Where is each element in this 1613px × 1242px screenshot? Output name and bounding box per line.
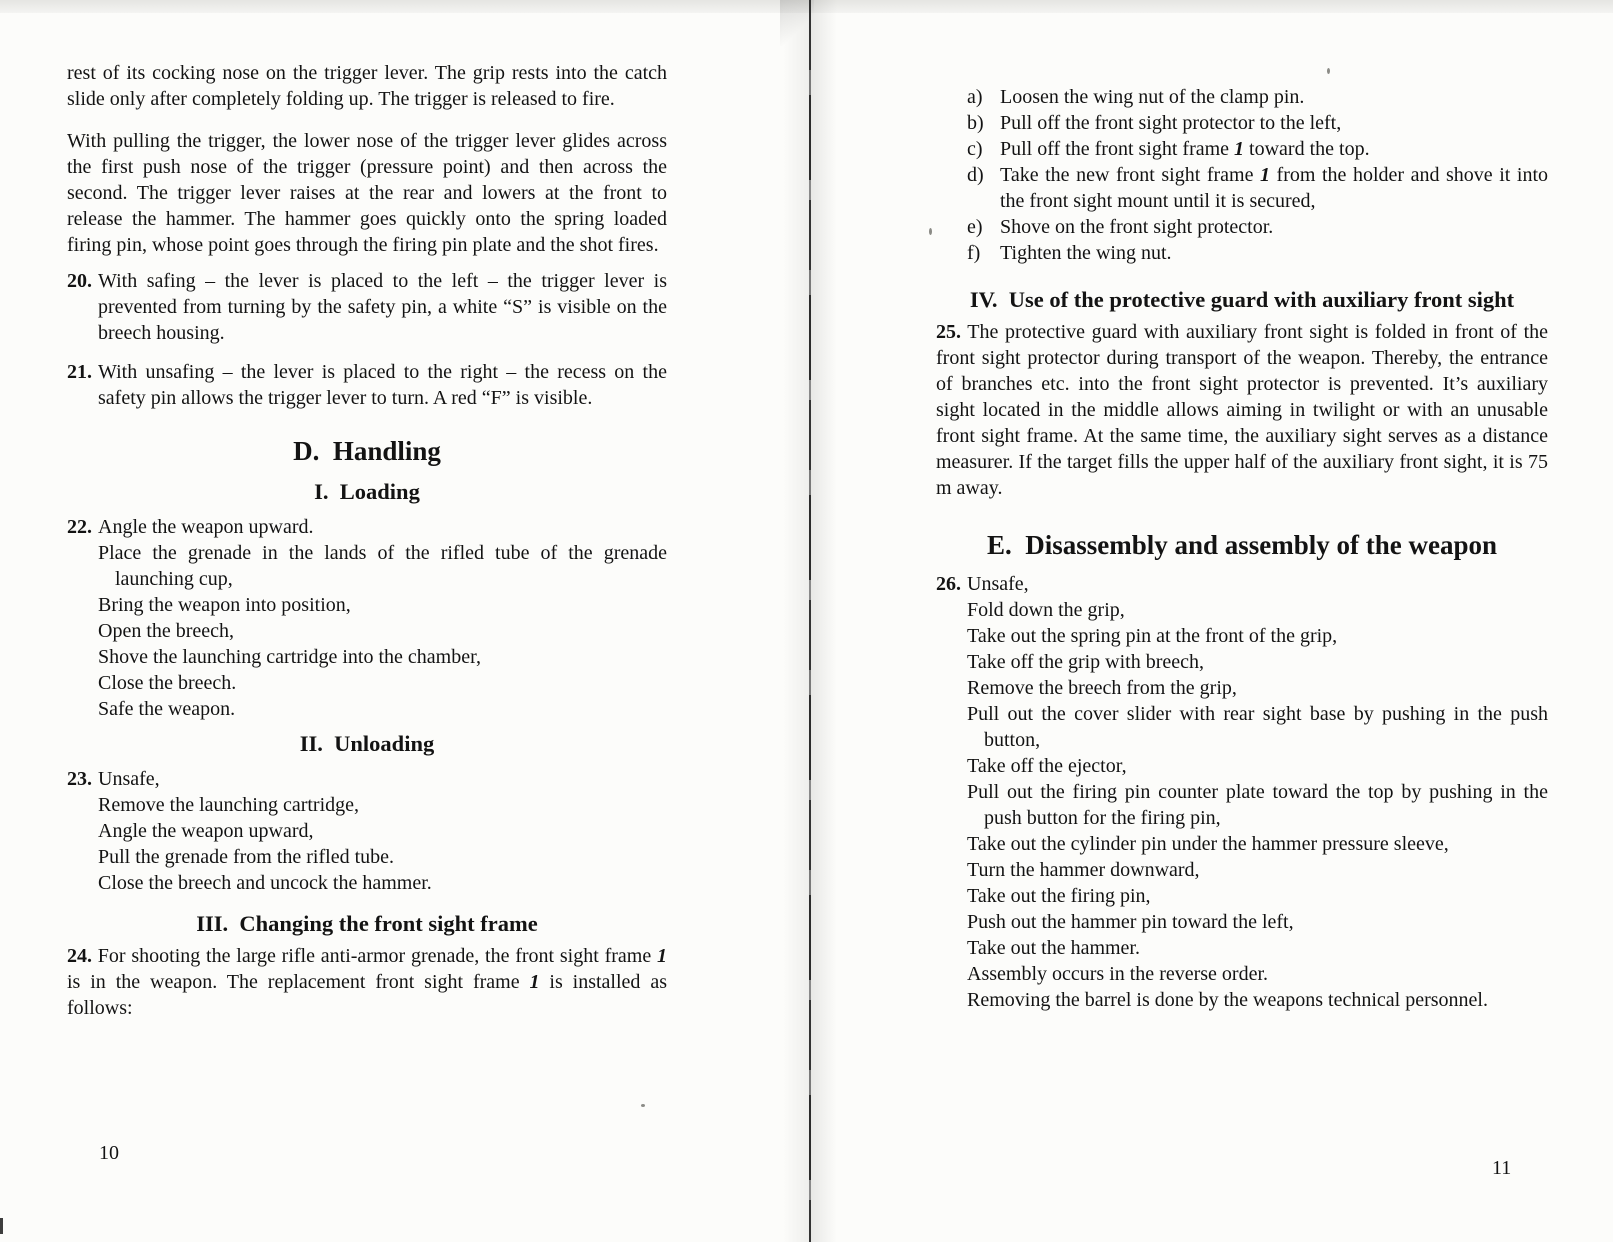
scan-edge-mark (0, 1218, 3, 1234)
item-20-text: With safing – the lever is placed to the left – the trigger lever is prevented from turning by the safety pin, a white “S” is visible on the breech housing. (98, 270, 667, 344)
frame-1-reference: 1 (529, 971, 540, 993)
list-item-b (967, 110, 1548, 136)
item-21-text: With unsafing – the lever is placed to the right – the recess on the safety pin allows the trigger lever to turn. A red “F” is visible. (98, 361, 667, 409)
item-22-line: Bring the weapon into position, (98, 594, 351, 616)
front-sight-steps-list (936, 84, 1548, 266)
item-23-line: Unsafe, (98, 768, 160, 790)
item-22-line: Open the breech, (98, 620, 235, 642)
page-left (67, 0, 667, 1021)
page-number-left: 10 (99, 1142, 119, 1164)
item-23-line: Close the breech and uncock the hammer. (98, 872, 432, 894)
item-26-line: Take out the spring pin at the front of the grip, (967, 625, 1338, 647)
heading-e-disassembly: E. Disassembly and assembly of the weapon (986, 530, 1498, 560)
list-text: Loosen the wing nut of the clamp pin. (1000, 86, 1305, 108)
heading-d-handling: D. Handling (293, 436, 441, 466)
item-24-number: 24. (67, 945, 92, 967)
gutter-shadow-right (811, 0, 837, 1242)
item-26-line: Assembly occurs in the reverse order. (967, 963, 1269, 985)
frame-1-reference: 1 (1234, 138, 1245, 160)
heading-i-loading: I. Loading (314, 479, 420, 504)
item-22 (67, 514, 667, 722)
gutter-shadow-left (783, 0, 809, 1242)
item-26-line: Pull out the cover slider with rear sight base by pushing in the push button, (967, 703, 1548, 751)
item-23-line: Remove the launching cartridge, (98, 794, 360, 816)
list-letter: d) (967, 164, 984, 186)
item-21-number: 21. (67, 361, 92, 383)
item-21 (67, 359, 667, 411)
item-26 (936, 571, 1548, 1013)
heading-iv-protective-guard: IV. Use of the protective guard with auxiliary front sight (969, 287, 1515, 312)
heading-iii-changing-front-sight-frame: III. Changing the front sight frame (196, 911, 538, 936)
item-20-number: 20. (67, 270, 92, 292)
list-letter: e) (967, 216, 983, 238)
list-item-f (967, 240, 1548, 266)
item-23-line: Angle the weapon upward, (98, 820, 314, 842)
item-22-line: Angle the weapon upward. (98, 516, 314, 538)
frame-1-reference: 1 (657, 945, 667, 967)
item-22-line: Safe the weapon. (98, 698, 236, 720)
item-25 (936, 319, 1548, 501)
scan-speck (641, 1104, 645, 1107)
list-letter: a) (967, 86, 983, 108)
paragraph-cocking-nose: rest of its cocking nose on the trigger lever. The grip rests into the catch slide only after completely folding up. The trigger is released to fire. (67, 62, 667, 110)
item-22-number: 22. (67, 516, 92, 538)
list-text: Tighten the wing nut. (1000, 242, 1172, 264)
list-text: Pull off the front sight frame (1000, 138, 1235, 160)
page-gutter-line (809, 0, 811, 1242)
page-right (936, 0, 1548, 1013)
item-26-line: Take off the ejector, (967, 755, 1127, 777)
item-26-line: Pull out the firing pin counter plate toward the top by pushing in the push button for the firing pin, (967, 781, 1548, 829)
list-item-d (967, 162, 1548, 214)
list-text: Shove on the front sight protector. (1000, 216, 1274, 238)
paragraph-trigger-pull: With pulling the trigger, the lower nose of the trigger lever glides across the first push nose of the trigger (pressure point) and then across the second. The trigger lever raises at the rear and lowers at the front to release the hammer. The hammer goes quickly onto the spring loaded firing pin, whose point goes through the firing pin plate and the shot fires. (67, 130, 667, 256)
item-23 (67, 766, 667, 896)
item-26-line: Push out the hammer pin toward the left, (967, 911, 1294, 933)
item-22-line: Close the breech. (98, 672, 237, 694)
item-20 (67, 268, 667, 346)
list-letter: b) (967, 112, 984, 134)
item-26-line: Fold down the grip, (967, 599, 1125, 621)
list-text: toward the top. (1244, 138, 1370, 160)
page-number-right: 11 (1492, 1157, 1512, 1179)
list-item-e (967, 214, 1548, 240)
item-25-text: The protective guard with auxiliary front sight is folded in front of the front sight protector during transport of the weapon. Thereby, the entrance of branches etc. into the front sight protector is prevented. It’s auxiliary sight located in the middle allows aiming in twilight or with an unusable front sight frame. At the same time, the auxiliary sight serves as a distance measurer. If the target fills the upper half of the auxiliary front sight, it is 75 m away. (936, 321, 1549, 499)
item-26-number: 26. (936, 573, 961, 595)
item-26-line: Turn the hammer downward, (967, 859, 1200, 881)
item-25-number: 25. (936, 321, 961, 343)
frame-1-reference: 1 (1260, 164, 1271, 186)
item-24-text: is in the weapon. The replacement front sight frame (67, 971, 530, 993)
item-24 (67, 943, 667, 1021)
item-26-line: Remove the breech from the grip, (967, 677, 1237, 699)
list-item-a (967, 84, 1548, 110)
list-letter: c) (967, 138, 983, 160)
list-text: Pull off the front sight protector to the left, (1000, 112, 1342, 134)
list-text: from the holder and shove it into the front sight mount until it is secured, (1000, 164, 1549, 212)
item-24-text: For shooting the large rifle anti-armor grenade, the front sight frame (97, 945, 657, 967)
item-26-line: Take off the grip with breech, (967, 651, 1205, 673)
item-26-line: Take out the hammer. (967, 937, 1140, 959)
heading-ii-unloading: II. Unloading (299, 731, 435, 756)
list-item-c (967, 136, 1548, 162)
item-26-line: Take out the firing pin, (967, 885, 1151, 907)
item-22-line: Place the grenade in the lands of the rifled tube of the grenade launching cup, (98, 542, 667, 590)
item-24-text: is installed as follows: (67, 971, 667, 1019)
list-text: Take the new front sight frame (1000, 164, 1261, 186)
item-26-line: Unsafe, (967, 573, 1029, 595)
scan-speck (929, 228, 932, 235)
item-23-number: 23. (67, 768, 92, 790)
item-23-line: Pull the grenade from the rifled tube. (98, 846, 395, 868)
list-letter: f) (967, 242, 981, 264)
item-26-line: Take out the cylinder pin under the hammer pressure sleeve, (967, 833, 1449, 855)
item-22-line: Shove the launching cartridge into the chamber, (98, 646, 481, 668)
item-26-line: Removing the barrel is done by the weapons technical personnel. (967, 989, 1488, 1011)
